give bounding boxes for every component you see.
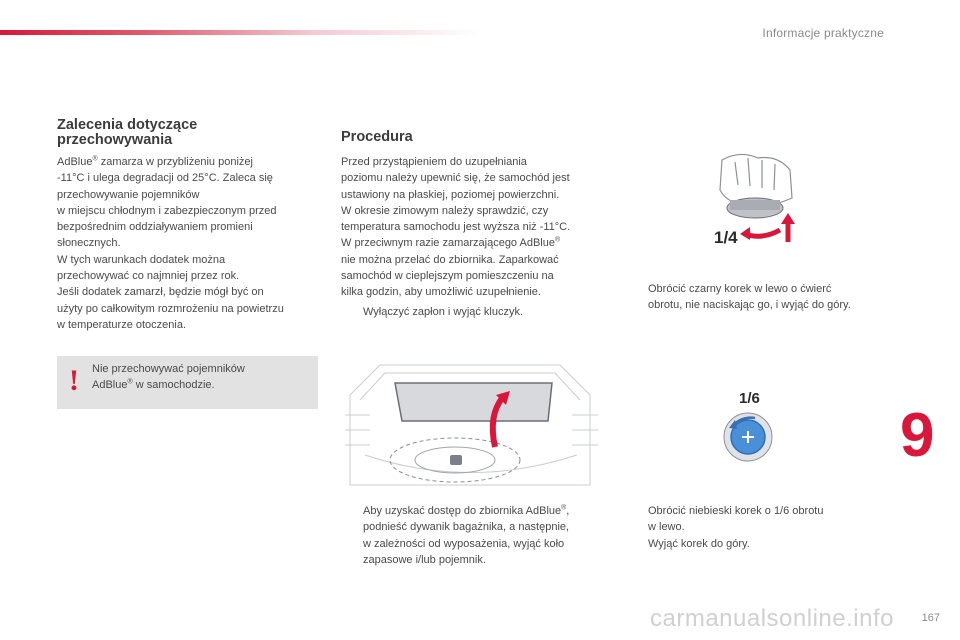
text-line: W okresie zimowym należy sprawdzić, czy	[341, 204, 549, 217]
procedure-section	[341, 130, 603, 301]
storage-heading	[57, 118, 319, 148]
procedure-text	[341, 154, 603, 301]
step-text: Wyłączyć zapłon i wyjąć kluczyk.	[363, 306, 524, 318]
text-line: bezpośrednim oddziaływaniem promieni	[57, 221, 253, 234]
registered-mark: ®	[127, 378, 133, 386]
registered-mark: ®	[561, 504, 567, 512]
text-line: w lewo.	[648, 521, 685, 534]
text-line: w temperaturze otoczenia.	[57, 318, 187, 331]
blue-cap-illustration	[715, 385, 805, 465]
quarter-turn-label: 1/4	[714, 228, 738, 247]
chapter-number: 9	[900, 401, 935, 470]
text-line: w zależności od wyposażenia, wyjąć koło	[363, 537, 565, 550]
text-line: Obrócić czarny korek w lewo o ćwierć	[648, 283, 832, 295]
step-text	[648, 503, 888, 536]
text-line: w miejscu chłodnym i zabezpieczonym przed	[57, 204, 277, 217]
text-line: samochód w cieplejszym pomieszczeniu na	[341, 270, 554, 283]
text-line: poziomu należy upewnić się, że samochód jest	[341, 172, 570, 185]
watermark: carmanualsonline.info	[650, 605, 894, 632]
warning-line2a: AdBlue	[92, 379, 128, 391]
text-line: kilka godzin, aby umożliwić uzupełnienie.	[341, 286, 541, 299]
text-line: ustawiony na płaskiej, poziomej powierzchni.	[341, 188, 560, 201]
registered-mark: ®	[554, 236, 561, 244]
step-text: Wyjąć korek do góry.	[648, 538, 750, 550]
registered-mark: ®	[92, 155, 98, 163]
text-line: obrotu, nie naciskając go, i wyjąć do góry.	[648, 299, 851, 312]
section-header: Informacje praktyczne	[762, 26, 884, 40]
warning-box	[57, 356, 318, 409]
sixth-turn-label: 1/6	[739, 390, 760, 407]
text-line: Aby uzyskać dostęp do zbiornika AdBlue	[363, 505, 562, 517]
storage-text	[57, 154, 319, 333]
text-line: podnieść dywanik bagażnika, a następnie,	[363, 521, 570, 534]
text-line: AdBlue	[57, 156, 93, 168]
storage-heading-line2: przechowywania	[57, 132, 173, 148]
text-line: użyty po całkowitym rozmrożeniu na powietrzu	[57, 302, 284, 315]
storage-section	[57, 118, 319, 333]
step-remove-black-cap	[626, 281, 888, 314]
step-turn-blue-cap	[626, 503, 888, 536]
text-line: nie można przelać do zbiornika. Zaparkować	[341, 253, 559, 266]
page-number: 167	[921, 612, 940, 624]
warning-text	[92, 361, 245, 393]
text-line: Jeśli dodatek zamarzł, będzie mógł być on	[57, 286, 264, 299]
step-lift-cap	[626, 536, 888, 552]
text-line: zapasowe i/lub pojemnik.	[363, 553, 486, 566]
warning-line2b: w samochodzie.	[132, 379, 215, 391]
text-line: słonecznych.	[57, 237, 121, 250]
text-line: przechowywanie pojemników	[57, 188, 200, 201]
step-text	[648, 281, 888, 314]
procedure-heading: Procedura	[341, 129, 413, 145]
warning-icon: !	[69, 364, 79, 397]
text-line: -11°C i ulega degradacji od 25°C. Zaleca się	[57, 172, 273, 185]
top-accent-bar	[0, 30, 480, 35]
black-cap-illustration	[700, 150, 810, 250]
text-line: W przeciwnym razie zamarzającego AdBlue	[341, 237, 555, 250]
step-access-tank	[341, 503, 603, 568]
text-line: przechowywać co najmniej przez rok.	[57, 270, 240, 283]
step-text: Aby uzyskać dostęp do zbiornika AdBlue®, podnieść dywanik bagażnika, a następnie, w zależności od wyposażenia, wyjąć koło zapasowe i/lub pojemnik.	[363, 504, 570, 566]
text-line: temperatura samochodu jest wyższa niż -11°C.	[341, 221, 571, 234]
text-line: zamarza w przybliżeniu poniżej	[97, 156, 253, 168]
trunk-illustration	[340, 355, 602, 493]
text-line: Obrócić niebieski korek o 1/6 obrotu	[648, 505, 824, 517]
text-line: Przed przystąpieniem do uzupełniania	[341, 156, 527, 168]
warning-line1: Nie przechowywać pojemników	[92, 363, 245, 375]
step-ignition-off	[341, 304, 603, 320]
text-line: W tych warunkach dodatek można	[57, 253, 226, 266]
storage-heading-line1: Zalecenia dotyczące	[57, 117, 198, 133]
